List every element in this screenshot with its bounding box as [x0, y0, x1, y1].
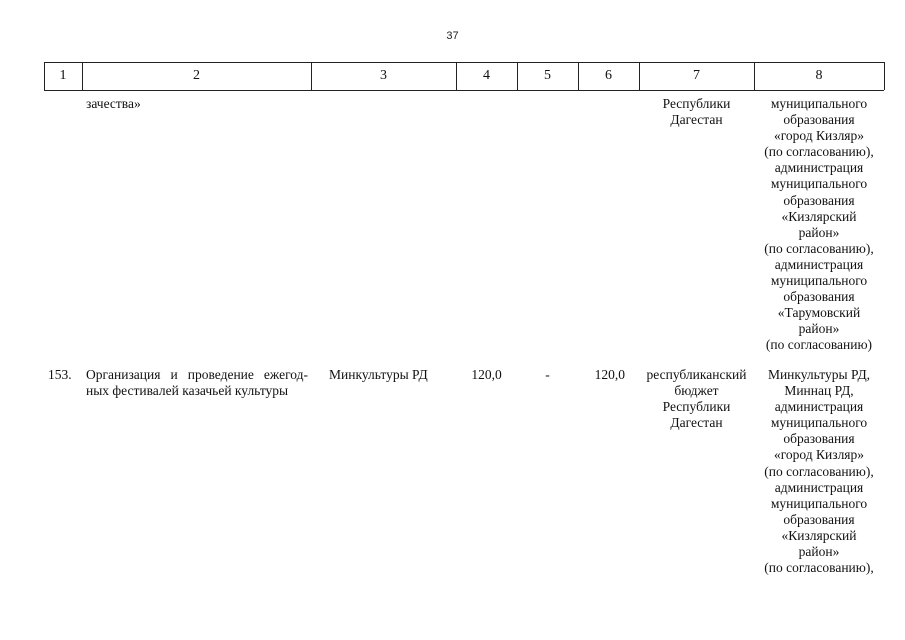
- header-col-2: 2: [193, 68, 200, 83]
- text-line: Минкультуры РД,: [767, 367, 871, 382]
- continuation-description-text: зачества»: [86, 96, 141, 111]
- text-line: «город Кизляр»: [773, 447, 865, 463]
- text-line: Миннац РД,: [784, 383, 854, 399]
- header-col-4: 4: [483, 68, 490, 83]
- row-153-funding-source: [639, 367, 754, 431]
- text-line: муниципального: [770, 176, 868, 192]
- row-153-federal: -: [545, 367, 550, 382]
- page-number: 37: [446, 30, 459, 42]
- row-153-total: 120,0: [471, 367, 502, 382]
- row-153-description: [86, 367, 308, 399]
- text-line: (по согласованию),: [764, 463, 874, 479]
- header-col-6: 6: [605, 68, 612, 83]
- header-col-8: 8: [815, 68, 823, 83]
- text-line: администрация: [774, 399, 864, 415]
- text-line: образования: [783, 112, 855, 128]
- text-line: администрация: [774, 256, 864, 272]
- text-line: (по согласованию): [765, 337, 873, 353]
- continuation-description: [86, 96, 308, 112]
- text-line: администрация: [774, 479, 864, 495]
- text-line: муниципального: [770, 415, 868, 431]
- text-line: образования: [783, 511, 855, 527]
- header-col-7: 7: [693, 68, 700, 83]
- table-header-bottom-rule: [44, 90, 884, 91]
- text-line: Республики: [662, 96, 731, 111]
- text-line: муниципального: [770, 96, 868, 111]
- text-line: район»: [798, 544, 840, 560]
- text-line: ных фестивалей казачьей культуры: [86, 383, 289, 399]
- text-line: республиканский: [646, 367, 747, 382]
- row-153-republican: 120,0: [594, 367, 625, 382]
- text-line: (по согласованию),: [764, 240, 874, 256]
- header-col-divider: [884, 62, 885, 90]
- row-153-number: 153.: [48, 367, 72, 382]
- text-line: «Кизлярский: [781, 208, 857, 224]
- text-line: (по согласованию),: [764, 144, 874, 160]
- text-line: Дагестан: [670, 112, 723, 128]
- header-col-1: 1: [59, 68, 67, 83]
- text-line: образования: [783, 289, 855, 305]
- header-col-3: 3: [380, 68, 387, 83]
- text-line: образования: [783, 192, 855, 208]
- text-line: «Кизлярский: [781, 527, 857, 543]
- text-line: образования: [783, 431, 855, 447]
- text-line: муниципального: [770, 273, 868, 289]
- row-153-responsible: Минкультуры РД: [329, 367, 428, 382]
- text-line: (по согласованию),: [764, 560, 874, 576]
- text-line: «Тарумовский: [777, 305, 861, 321]
- text-line: Организация и проведение ежегод-: [86, 367, 308, 382]
- row-153-executors: [754, 367, 884, 576]
- text-line: «город Кизляр»: [773, 128, 865, 144]
- text-line: Дагестан: [670, 415, 723, 431]
- text-line: муниципального: [770, 495, 868, 511]
- header-col-5: 5: [544, 68, 551, 83]
- text-line: бюджет: [674, 383, 719, 399]
- text-line: Республики: [662, 399, 731, 415]
- text-line: администрация: [774, 160, 864, 176]
- text-line: район»: [798, 321, 840, 337]
- continuation-funding-source: [639, 96, 754, 128]
- continuation-executors: [754, 96, 884, 354]
- text-line: район»: [798, 224, 840, 240]
